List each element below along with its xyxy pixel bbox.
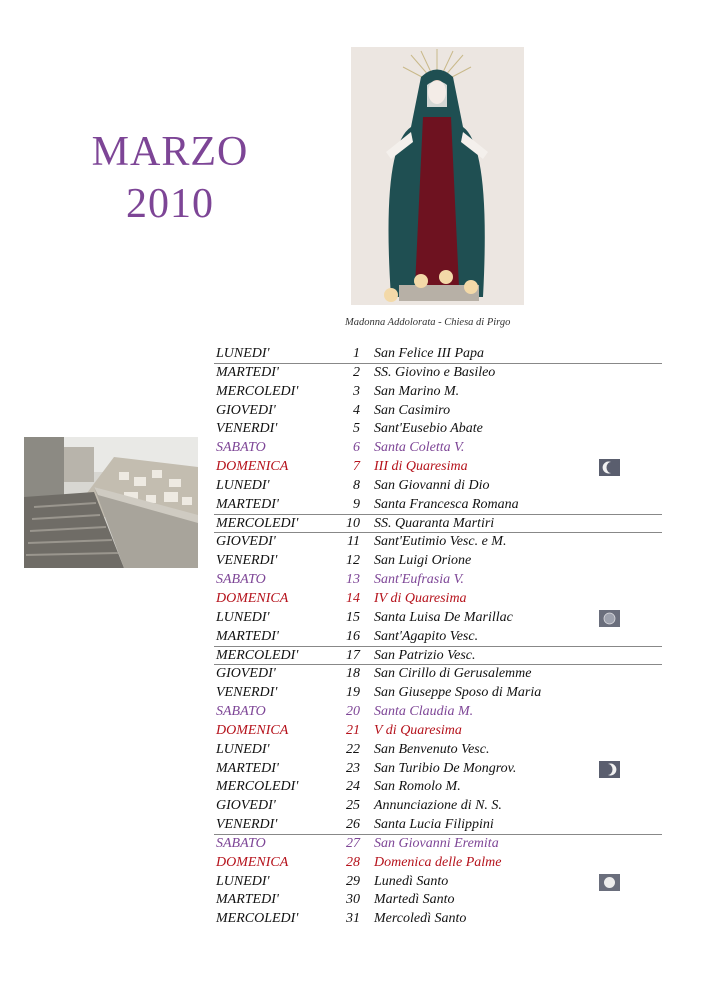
weekday-label: SABATO: [216, 704, 266, 720]
year-title: 2010: [126, 181, 214, 227]
saint-of-day: San Luigi Orione: [374, 553, 472, 569]
calendar-row: [214, 628, 662, 647]
weekday-label: DOMENICA: [216, 590, 289, 606]
weekday-label: GIOVEDI': [216, 666, 276, 682]
calendar-table: [214, 345, 662, 929]
month-title: MARZO: [91, 129, 249, 175]
weekday-label: DOMENICA: [216, 854, 289, 870]
calendar-row: [214, 552, 662, 571]
day-number: 5: [353, 421, 360, 437]
weekday-label: MARTEDI': [216, 496, 279, 512]
saint-of-day: Santa Francesca Romana: [374, 496, 519, 512]
day-number: 17: [346, 647, 360, 663]
calendar-row: [214, 891, 662, 910]
new-moon-icon: [599, 610, 620, 627]
weekday-label: SABATO: [216, 835, 266, 851]
saint-of-day: V di Quaresima: [374, 722, 462, 738]
saint-of-day: SS. Quaranta Martiri: [374, 515, 495, 531]
calendar-row: [214, 703, 662, 722]
saint-of-day: Martedì Santo: [374, 892, 455, 908]
calendar-row: [214, 533, 662, 552]
saint-of-day: San Cirillo di Gerusalemme: [374, 666, 532, 682]
full-moon-icon: [599, 874, 620, 891]
saint-of-day: Mercoledì Santo: [374, 911, 467, 927]
saint-of-day: Santa Claudia M.: [374, 704, 474, 720]
day-number: 18: [346, 666, 360, 682]
photo-caption: Madonna Addolorata - Chiesa di Pirgo: [345, 317, 511, 328]
day-number: 3: [353, 383, 360, 399]
saint-of-day: Santa Luisa De Marillac: [374, 609, 513, 625]
day-number: 1: [353, 346, 360, 361]
weekday-label: MERCOLEDI': [216, 383, 299, 399]
calendar-row: [214, 402, 662, 421]
calendar-row: [214, 647, 662, 666]
calendar-row: [214, 364, 662, 383]
saint-of-day: Lunedì Santo: [374, 873, 449, 889]
weekday-label: VENERDI': [216, 553, 278, 569]
saint-of-day: San Felice III Papa: [374, 346, 485, 361]
weekday-label: LUNEDI': [216, 873, 270, 889]
weekday-label: LUNEDI': [216, 346, 270, 361]
calendar-row: [214, 439, 662, 458]
day-number: 29: [346, 873, 360, 889]
day-number: 20: [346, 704, 360, 720]
saint-of-day: SS. Giovino e Basileo: [374, 364, 496, 380]
saint-of-day: San Giovanni Eremita: [374, 835, 499, 851]
saint-of-day: San Patrizio Vesc.: [374, 647, 476, 663]
day-number: 10: [346, 515, 360, 531]
day-number: 14: [346, 590, 360, 606]
day-number: 26: [346, 817, 360, 833]
saint-of-day: San Turibio De Mongrov.: [374, 760, 517, 776]
calendar-row: [214, 345, 662, 364]
calendar-row: [214, 515, 662, 534]
calendar-row: [214, 910, 662, 929]
day-number: 11: [347, 534, 360, 550]
weekday-label: MERCOLEDI': [216, 647, 299, 663]
saint-of-day: III di Quaresima: [374, 459, 468, 475]
saint-of-day: San Romolo M.: [374, 779, 461, 795]
saint-of-day: Domenica delle Palme: [374, 854, 502, 870]
saint-of-day: IV di Quaresima: [374, 590, 467, 606]
day-number: 24: [346, 779, 360, 795]
day-number: 6: [353, 440, 360, 456]
saint-of-day: Santa Coletta V.: [374, 440, 465, 456]
day-number: 27: [346, 835, 360, 851]
weekday-label: VENERDI': [216, 685, 278, 701]
weekday-label: MERCOLEDI': [216, 779, 299, 795]
calendar-row: [214, 722, 662, 741]
calendar-row: [214, 797, 662, 816]
day-number: 19: [346, 685, 360, 701]
calendar-row: [214, 816, 662, 835]
calendar-row: [214, 854, 662, 873]
calendar-row: [214, 571, 662, 590]
weekday-label: MARTEDI': [216, 628, 279, 644]
weekday-label: GIOVEDI': [216, 402, 276, 418]
madonna-statue-photo: [351, 47, 524, 305]
day-number: 13: [346, 572, 360, 588]
calendar-row: [214, 477, 662, 496]
saint-of-day: San Benvenuto Vesc.: [374, 741, 490, 757]
day-number: 9: [353, 496, 360, 512]
weekday-label: VENERDI': [216, 817, 278, 833]
saint-of-day: Annunciazione di N. S.: [374, 798, 502, 814]
weekday-label: SABATO: [216, 572, 266, 588]
saint-of-day: Sant'Eutimio Vesc. e M.: [374, 534, 507, 550]
weekday-label: DOMENICA: [216, 459, 289, 475]
saint-of-day: San Giovanni di Dio: [374, 477, 490, 493]
day-number: 8: [353, 477, 360, 493]
calendar-row: [214, 458, 662, 477]
day-number: 21: [346, 722, 360, 738]
calendar-row: [214, 665, 662, 684]
weekday-label: MERCOLEDI': [216, 515, 299, 531]
calendar-row: [214, 684, 662, 703]
saint-of-day: Sant'Eusebio Abate: [374, 421, 483, 437]
weekday-label: SABATO: [216, 440, 266, 456]
saint-of-day: Sant'Agapito Vesc.: [374, 628, 479, 644]
weekday-label: LUNEDI': [216, 741, 270, 757]
day-number: 23: [346, 760, 360, 776]
day-number: 12: [346, 553, 360, 569]
weekday-label: LUNEDI': [216, 609, 270, 625]
weekday-label: MARTEDI': [216, 892, 279, 908]
day-number: 15: [346, 609, 360, 625]
last-quarter-moon-icon: [599, 459, 620, 476]
weekday-label: DOMENICA: [216, 722, 289, 738]
calendar-row: [214, 609, 662, 628]
weekday-label: VENERDI': [216, 421, 278, 437]
calendar-row: [214, 741, 662, 760]
day-number: 28: [346, 854, 360, 870]
day-number: 2: [353, 364, 360, 380]
village-stairs-photo: [24, 437, 198, 568]
calendar-row: [214, 496, 662, 515]
saint-of-day: Sant'Eufrasia V.: [374, 572, 464, 588]
saint-of-day: San Casimiro: [374, 402, 451, 418]
day-number: 4: [353, 402, 360, 418]
weekday-label: GIOVEDI': [216, 798, 276, 814]
saint-of-day: San Giuseppe Sposo di Maria: [374, 685, 542, 701]
calendar-row: [214, 873, 662, 892]
calendar-row: [214, 383, 662, 402]
calendar-row: [214, 420, 662, 439]
day-number: 22: [346, 741, 360, 757]
day-number: 7: [353, 459, 360, 475]
day-number: 31: [346, 911, 360, 927]
weekday-label: MARTEDI': [216, 364, 279, 380]
calendar-row: [214, 760, 662, 779]
saint-of-day: Santa Lucia Filippini: [374, 817, 494, 833]
day-number: 30: [346, 892, 360, 908]
weekday-label: GIOVEDI': [216, 534, 276, 550]
saint-of-day: San Marino M.: [374, 383, 460, 399]
weekday-label: LUNEDI': [216, 477, 270, 493]
day-number: 16: [346, 628, 360, 644]
calendar-row: [214, 590, 662, 609]
calendar-row: [214, 778, 662, 797]
first-quarter-moon-icon: [599, 761, 620, 778]
weekday-label: MERCOLEDI': [216, 911, 299, 927]
calendar-row: [214, 835, 662, 854]
weekday-label: MARTEDI': [216, 760, 279, 776]
day-number: 25: [346, 798, 360, 814]
